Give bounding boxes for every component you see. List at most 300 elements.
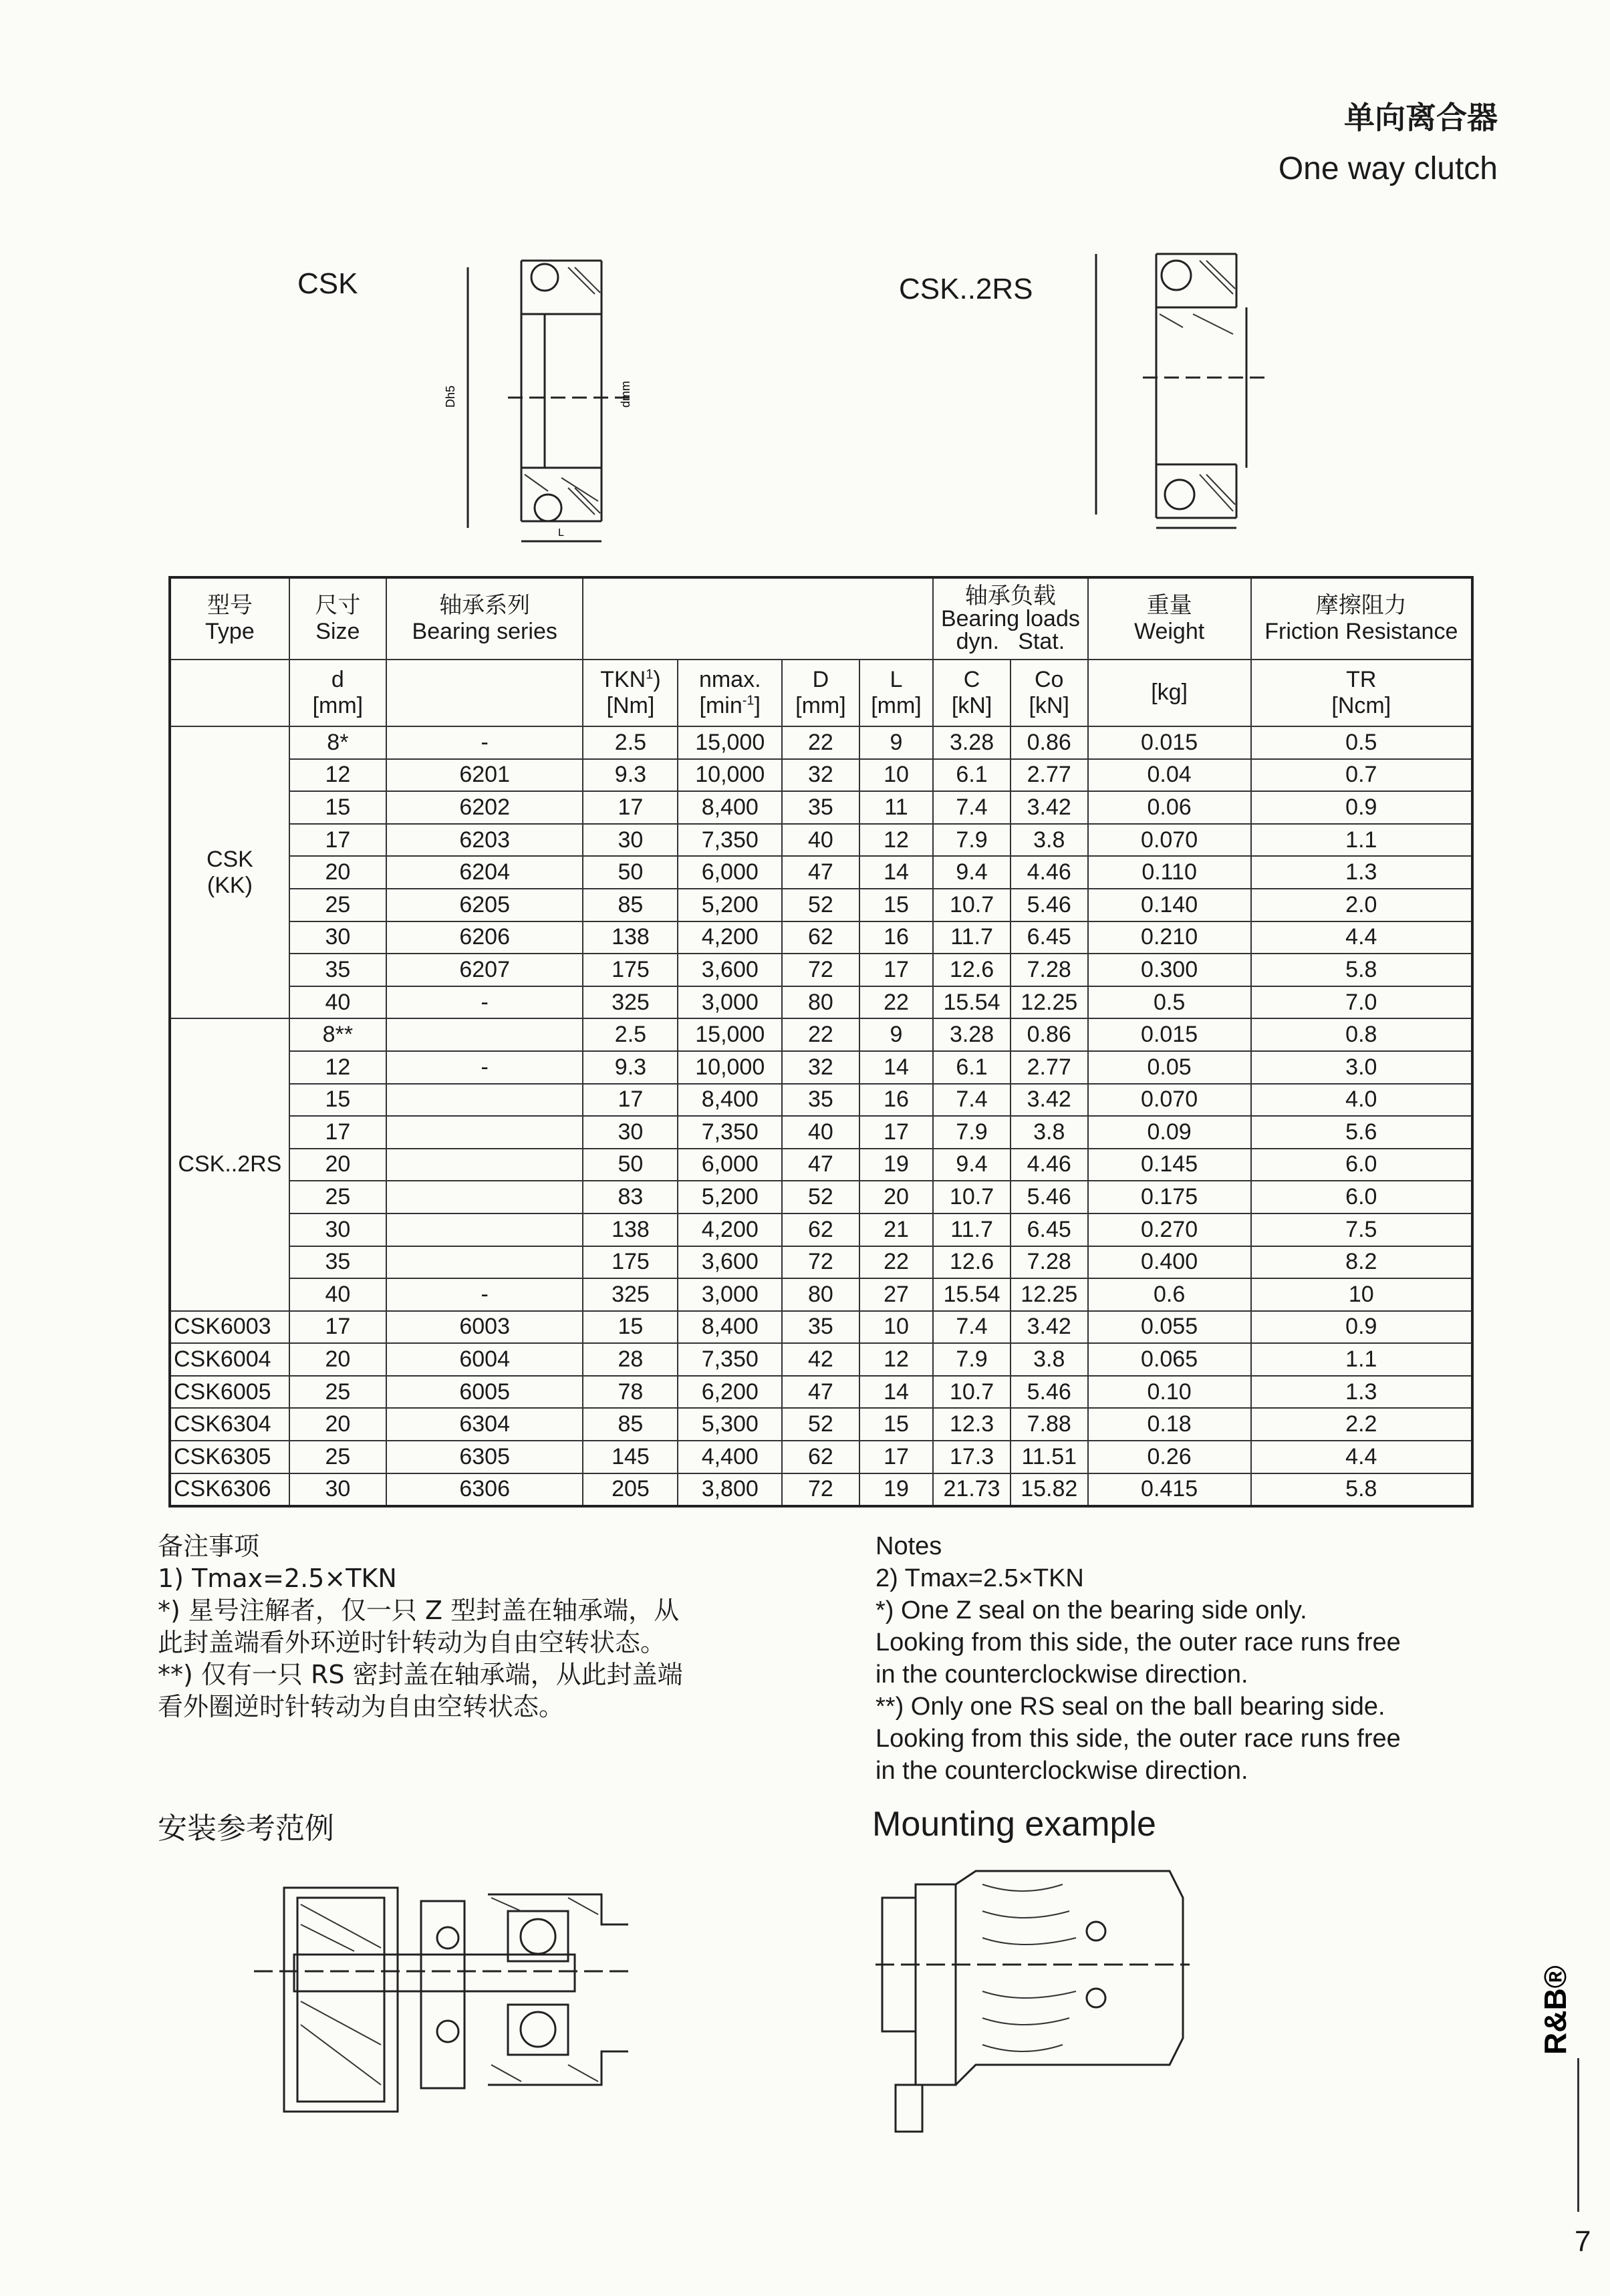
table-cell: 50	[583, 856, 678, 889]
table-cell: 30	[583, 1116, 678, 1149]
table-cell: 40	[782, 1116, 859, 1149]
table-cell: 35	[289, 954, 386, 986]
table-cell: 0.015	[1088, 726, 1251, 759]
table-cell: 138	[583, 1213, 678, 1246]
table-cell	[386, 1213, 583, 1246]
table-cell: 12	[859, 1343, 933, 1376]
table-cell: 6.45	[1011, 921, 1088, 954]
table-cell: 10,000	[678, 759, 782, 792]
table-cell: 10.7	[933, 1376, 1011, 1409]
table-cell: 3.28	[933, 1018, 1011, 1051]
table-cell: 0.86	[1011, 1018, 1088, 1051]
type-group-cell: CSK (KK)	[170, 726, 289, 1018]
table-cell: 5.6	[1251, 1116, 1472, 1149]
table-cell	[386, 1116, 583, 1149]
dim-D-label: Dh5	[444, 385, 457, 408]
svg-text:R&B®: R&B®	[1538, 1965, 1573, 2055]
table-cell: 32	[782, 1051, 859, 1084]
table-cell: 6204	[386, 856, 583, 889]
table-cell: 4,200	[678, 921, 782, 954]
table-row	[170, 1084, 1472, 1117]
notes-en-line6: Looking from this side, the outer race runs free	[876, 1725, 1401, 1753]
table-cell: 85	[583, 889, 678, 921]
table-row	[170, 954, 1472, 986]
header-weight: 重量 Weight	[1088, 577, 1251, 660]
table-cell: 17	[583, 1084, 678, 1117]
table-cell: 6,000	[678, 856, 782, 889]
table-cell: 15	[289, 1084, 386, 1117]
table-cell: 0.8	[1251, 1018, 1472, 1051]
table-row	[170, 824, 1472, 857]
table-cell: 42	[782, 1343, 859, 1376]
table-cell: 9.3	[583, 759, 678, 792]
table-cell: 2.5	[583, 1018, 678, 1051]
table-cell: 0.400	[1088, 1246, 1251, 1279]
table-cell: 15	[859, 889, 933, 921]
table-cell: 12.6	[933, 1246, 1011, 1279]
table-cell: 2.77	[1011, 1051, 1088, 1084]
table-row	[170, 986, 1472, 1019]
table-cell: 22	[859, 1246, 933, 1279]
table-cell: 25	[289, 1181, 386, 1213]
table-cell: 6205	[386, 889, 583, 921]
table-cell: 0.05	[1088, 1051, 1251, 1084]
table-cell: 14	[859, 1376, 933, 1409]
table-cell: 15.54	[933, 1278, 1011, 1311]
table-cell: 15	[859, 1408, 933, 1441]
table-cell: 12	[289, 759, 386, 792]
table-cell: 12.25	[1011, 986, 1088, 1019]
table-cell: 11.51	[1011, 1441, 1088, 1473]
table-cell: 0.175	[1088, 1181, 1251, 1213]
table-cell: 0.300	[1088, 954, 1251, 986]
table-cell: 20	[289, 856, 386, 889]
table-cell: 6005	[386, 1376, 583, 1409]
table-cell: 30	[289, 1473, 386, 1507]
csk-diagram-label: CSK	[297, 267, 358, 300]
table-cell: 9.3	[583, 1051, 678, 1084]
header-bearing-sub	[386, 660, 583, 726]
table-cell: 25	[289, 1441, 386, 1473]
table-cell: 62	[782, 1441, 859, 1473]
table-cell: 85	[583, 1408, 678, 1441]
table-cell	[386, 1084, 583, 1117]
table-cell: 11	[859, 791, 933, 824]
table-cell: 12.25	[1011, 1278, 1088, 1311]
table-cell: 7,350	[678, 1116, 782, 1149]
table-cell: 27	[859, 1278, 933, 1311]
table-cell: 20	[289, 1408, 386, 1441]
table-cell: 52	[782, 1181, 859, 1213]
table-cell: 22	[782, 1018, 859, 1051]
table-cell: 0.015	[1088, 1018, 1251, 1051]
table-cell: -	[386, 1051, 583, 1084]
type-cell: CSK6004	[170, 1343, 289, 1376]
mounting-title-cn: 安装参考范例	[158, 1812, 334, 1846]
table-cell: 3,600	[678, 1246, 782, 1279]
table-cell: 15,000	[678, 726, 782, 759]
table-cell: 16	[859, 921, 933, 954]
table-cell: 325	[583, 1278, 678, 1311]
table-cell: 3.8	[1011, 1116, 1088, 1149]
csk-cross-section-diagram	[441, 247, 655, 548]
table-cell: 8,400	[678, 1311, 782, 1344]
table-cell: 0.7	[1251, 759, 1472, 792]
table-cell: 1.3	[1251, 1376, 1472, 1409]
table-cell: 175	[583, 1246, 678, 1279]
table-cell: 12	[289, 1051, 386, 1084]
table-cell: 50	[583, 1149, 678, 1181]
table-cell: 35	[782, 1084, 859, 1117]
table-cell: 0.26	[1088, 1441, 1251, 1473]
table-cell: 6.0	[1251, 1149, 1472, 1181]
type-group-cell: CSK..2RS	[170, 1018, 289, 1310]
table-cell: 6202	[386, 791, 583, 824]
mounting-example-drawing-left	[254, 1884, 628, 2118]
table-cell: 4.46	[1011, 1149, 1088, 1181]
type-cell: CSK6306	[170, 1473, 289, 1507]
table-cell: 17	[289, 1311, 386, 1344]
table-cell: 5.46	[1011, 889, 1088, 921]
table-cell: 40	[289, 986, 386, 1019]
table-cell: 2.0	[1251, 889, 1472, 921]
table-cell: 4,400	[678, 1441, 782, 1473]
table-cell: 7.28	[1011, 1246, 1088, 1279]
table-cell: 30	[289, 1213, 386, 1246]
table-cell: 325	[583, 986, 678, 1019]
table-cell: 5,200	[678, 889, 782, 921]
table-cell: 6.45	[1011, 1213, 1088, 1246]
table-cell: 12.6	[933, 954, 1011, 986]
page-title-cn: 单向离合器	[1344, 100, 1498, 136]
table-cell: 22	[782, 726, 859, 759]
header-type-sub	[170, 660, 289, 726]
table-cell: 52	[782, 889, 859, 921]
mounting-example-drawing-right	[876, 1858, 1190, 2138]
notes-en-line4: in the counterclockwise direction.	[876, 1661, 1248, 1689]
table-cell: 3,000	[678, 1278, 782, 1311]
table-cell: 52	[782, 1408, 859, 1441]
table-cell: 14	[859, 856, 933, 889]
table-cell: 16	[859, 1084, 933, 1117]
table-cell: 14	[859, 1051, 933, 1084]
table-cell: 9.4	[933, 1149, 1011, 1181]
table-cell: 0.415	[1088, 1473, 1251, 1507]
table-cell: 0.86	[1011, 726, 1088, 759]
table-cell: 0.5	[1088, 986, 1251, 1019]
table-cell: 17.3	[933, 1441, 1011, 1473]
table-cell: 11.7	[933, 921, 1011, 954]
table-cell: 62	[782, 921, 859, 954]
table-row	[170, 1051, 1472, 1084]
type-cell: CSK6005	[170, 1376, 289, 1409]
table-cell: 5.46	[1011, 1181, 1088, 1213]
table-row	[170, 1408, 1472, 1441]
table-cell: 17	[859, 1441, 933, 1473]
table-cell: 3.42	[1011, 791, 1088, 824]
table-cell: 25	[289, 889, 386, 921]
table-cell: 3.42	[1011, 1084, 1088, 1117]
table-cell: 6,200	[678, 1376, 782, 1409]
table-cell: 2.77	[1011, 759, 1088, 792]
brand-logo	[1536, 1924, 1576, 2058]
table-cell: 1.3	[1251, 856, 1472, 889]
table-cell: 10.7	[933, 889, 1011, 921]
table-cell: 17	[289, 824, 386, 857]
notes-en-line7: in the counterclockwise direction.	[876, 1757, 1248, 1785]
table-cell: 5.8	[1251, 1473, 1472, 1507]
table-cell: 205	[583, 1473, 678, 1507]
table-cell: 0.270	[1088, 1213, 1251, 1246]
table-cell: 17	[289, 1116, 386, 1149]
header-D: D [mm]	[782, 660, 859, 726]
notes-cn-line5: 看外圈逆时针转动为自由空转状态。	[158, 1692, 565, 1721]
table-row	[170, 1116, 1472, 1149]
table-cell: 7,350	[678, 824, 782, 857]
table-cell: 15	[289, 791, 386, 824]
table-cell: 3.28	[933, 726, 1011, 759]
type-cell: CSK6305	[170, 1441, 289, 1473]
table-cell: 47	[782, 1149, 859, 1181]
notes-en	[876, 1530, 1464, 1787]
table-cell	[386, 1181, 583, 1213]
table-row	[170, 759, 1472, 792]
header-C: C [kN]	[933, 660, 1011, 726]
table-row	[170, 1149, 1472, 1181]
table-row	[170, 1441, 1472, 1473]
table-cell: 0.210	[1088, 921, 1251, 954]
table-cell: 6304	[386, 1408, 583, 1441]
table-cell: 0.9	[1251, 791, 1472, 824]
csk2rs-cross-section-diagram	[1069, 247, 1290, 535]
table-cell: 5,200	[678, 1181, 782, 1213]
table-cell: 47	[782, 856, 859, 889]
table-cell: 72	[782, 954, 859, 986]
table-cell: 6.0	[1251, 1181, 1472, 1213]
table-cell: 20	[289, 1149, 386, 1181]
table-cell: 10	[859, 759, 933, 792]
side-divider	[1577, 2058, 1579, 2212]
table-cell: 8**	[289, 1018, 386, 1051]
table-cell: 0.04	[1088, 759, 1251, 792]
table-cell	[386, 1246, 583, 1279]
table-cell: 6003	[386, 1311, 583, 1344]
table-cell: 12	[859, 824, 933, 857]
table-row	[170, 1181, 1472, 1213]
table-cell: 175	[583, 954, 678, 986]
table-cell: 10	[859, 1311, 933, 1344]
specification-table	[168, 576, 1474, 1508]
table-cell: 21.73	[933, 1473, 1011, 1507]
table-row	[170, 726, 1472, 759]
table-cell: 6004	[386, 1343, 583, 1376]
table-row	[170, 1213, 1472, 1246]
type-cell: CSK6304	[170, 1408, 289, 1441]
table-cell: 83	[583, 1181, 678, 1213]
table-cell: 0.055	[1088, 1311, 1251, 1344]
table-cell: 0.145	[1088, 1149, 1251, 1181]
header-Co: Co [kN]	[1011, 660, 1088, 726]
table-cell: 3,600	[678, 954, 782, 986]
table-cell: 20	[289, 1343, 386, 1376]
table-cell: 17	[859, 954, 933, 986]
table-row	[170, 856, 1472, 889]
table-cell: 4.4	[1251, 921, 1472, 954]
table-cell: 21	[859, 1213, 933, 1246]
table-cell: 0.070	[1088, 824, 1251, 857]
table-cell: 19	[859, 1149, 933, 1181]
table-cell: 32	[782, 759, 859, 792]
table-cell: 0.09	[1088, 1116, 1251, 1149]
table-cell: 4.0	[1251, 1084, 1472, 1117]
dim-L-label: L	[558, 527, 564, 539]
header-nmax: nmax. $[\min^{-1}]$	[678, 660, 782, 726]
table-cell: 7.9	[933, 824, 1011, 857]
header-bearing-loads: 轴承负载 Bearing loads dyn. Stat.	[933, 577, 1087, 660]
page-number: 7	[1575, 2225, 1591, 2258]
table-cell: 78	[583, 1376, 678, 1409]
header-bearing-series: 轴承系列 Bearing series	[386, 577, 583, 660]
table-row	[170, 921, 1472, 954]
notes-cn	[158, 1530, 759, 1723]
table-cell: 0.6	[1088, 1278, 1251, 1311]
table-cell: 6201	[386, 759, 583, 792]
table-cell: 8*	[289, 726, 386, 759]
table-cell: 72	[782, 1473, 859, 1507]
notes-en-heading: Notes	[876, 1532, 942, 1560]
table-cell: 15,000	[678, 1018, 782, 1051]
table-cell: 5,300	[678, 1408, 782, 1441]
table-cell: 80	[782, 986, 859, 1019]
dim-d-label: dmm	[619, 381, 632, 408]
table-cell: 2.2	[1251, 1408, 1472, 1441]
table-cell: 15	[583, 1311, 678, 1344]
table-cell: 72	[782, 1246, 859, 1279]
table-cell: 30	[289, 921, 386, 954]
table-cell: 30	[583, 824, 678, 857]
notes-cn-line1: 1) Tmax=2.5×TKN	[158, 1564, 397, 1593]
table-cell: -	[386, 1278, 583, 1311]
table-row	[170, 791, 1472, 824]
table-cell: 10,000	[678, 1051, 782, 1084]
header-tr: TR [Ncm]	[1251, 660, 1472, 726]
table-cell	[386, 1149, 583, 1181]
table-row	[170, 1018, 1472, 1051]
table-cell: 4.4	[1251, 1441, 1472, 1473]
table-cell: 10.7	[933, 1181, 1011, 1213]
csk2rs-diagram-label: CSK..2RS	[899, 273, 1033, 305]
table-cell: -	[386, 986, 583, 1019]
table-cell: 7,350	[678, 1343, 782, 1376]
notes-cn-line2: *) 星号注解者，仅一只 Z 型封盖在轴承端，从	[158, 1596, 680, 1625]
table-cell: 6305	[386, 1441, 583, 1473]
table-cell: -	[386, 726, 583, 759]
table-cell: 6,000	[678, 1149, 782, 1181]
notes-en-line2: *) One Z seal on the bearing side only.	[876, 1596, 1307, 1624]
table-cell: 138	[583, 921, 678, 954]
table-cell: 6206	[386, 921, 583, 954]
table-row	[170, 1376, 1472, 1409]
table-cell: 9	[859, 726, 933, 759]
table-cell: 7.88	[1011, 1408, 1088, 1441]
table-cell: 6.1	[933, 1051, 1011, 1084]
table-row	[170, 889, 1472, 921]
header-tkn: TKN$^1$) [Nm]	[583, 660, 678, 726]
table-cell: 3,800	[678, 1473, 782, 1507]
table-cell: 12.3	[933, 1408, 1011, 1441]
table-cell: 17	[859, 1116, 933, 1149]
table-cell: 4,200	[678, 1213, 782, 1246]
table-cell: 0.9	[1251, 1311, 1472, 1344]
table-cell: 0.065	[1088, 1343, 1251, 1376]
table-cell: 80	[782, 1278, 859, 1311]
table-cell: 2.5	[583, 726, 678, 759]
table-cell: 0.140	[1088, 889, 1251, 921]
table-cell: 5.8	[1251, 954, 1472, 986]
table-cell: 7.4	[933, 791, 1011, 824]
table-cell: 8,400	[678, 791, 782, 824]
table-cell: 17	[583, 791, 678, 824]
table-cell: 7.4	[933, 1084, 1011, 1117]
table-cell: 22	[859, 986, 933, 1019]
header-size: 尺寸 Size	[289, 577, 386, 660]
table-cell: 7.0	[1251, 986, 1472, 1019]
notes-en-line1: 2) Tmax=2.5×TKN	[876, 1564, 1084, 1592]
table-cell: 7.4	[933, 1311, 1011, 1344]
table-cell: 0.06	[1088, 791, 1251, 824]
table-cell: 11.7	[933, 1213, 1011, 1246]
header-blank	[583, 577, 933, 660]
table-cell: 9	[859, 1018, 933, 1051]
table-cell: 0.070	[1088, 1084, 1251, 1117]
table-cell: 35	[289, 1246, 386, 1279]
table-row	[170, 1278, 1472, 1311]
table-cell: 8.2	[1251, 1246, 1472, 1279]
table-cell: 1.1	[1251, 1343, 1472, 1376]
table-row	[170, 1473, 1472, 1507]
table-cell: 3.8	[1011, 1343, 1088, 1376]
table-cell: 6306	[386, 1473, 583, 1507]
table-cell: 62	[782, 1213, 859, 1246]
table-row	[170, 1311, 1472, 1344]
table-row	[170, 1343, 1472, 1376]
table-cell: 0.10	[1088, 1376, 1251, 1409]
table-cell: 40	[782, 824, 859, 857]
table-cell: 3.0	[1251, 1051, 1472, 1084]
page-title-en: One way clutch	[1278, 151, 1498, 186]
table-cell: 3.42	[1011, 1311, 1088, 1344]
table-cell: 3.8	[1011, 824, 1088, 857]
table-cell: 8,400	[678, 1084, 782, 1117]
table-cell: 40	[289, 1278, 386, 1311]
table-cell: 10	[1251, 1278, 1472, 1311]
table-cell: 35	[782, 791, 859, 824]
table-cell: 9.4	[933, 856, 1011, 889]
table-cell: 6.1	[933, 759, 1011, 792]
notes-en-line5: **) Only one RS seal on the ball bearing side.	[876, 1693, 1385, 1721]
notes-cn-line4: **) 仅有一只 RS 密封盖在轴承端，从此封盖端	[158, 1660, 683, 1689]
table-cell: 6207	[386, 954, 583, 986]
table-cell: 47	[782, 1376, 859, 1409]
table-cell	[386, 1018, 583, 1051]
table-cell: 15.54	[933, 986, 1011, 1019]
notes-en-line3: Looking from this side, the outer race runs free	[876, 1628, 1401, 1657]
table-cell: 0.18	[1088, 1408, 1251, 1441]
table-cell: 7.28	[1011, 954, 1088, 986]
notes-cn-line3: 此封盖端看外环逆时针转动为自由空转状态。	[158, 1628, 666, 1657]
table-cell: 19	[859, 1473, 933, 1507]
table-cell: 0.110	[1088, 856, 1251, 889]
